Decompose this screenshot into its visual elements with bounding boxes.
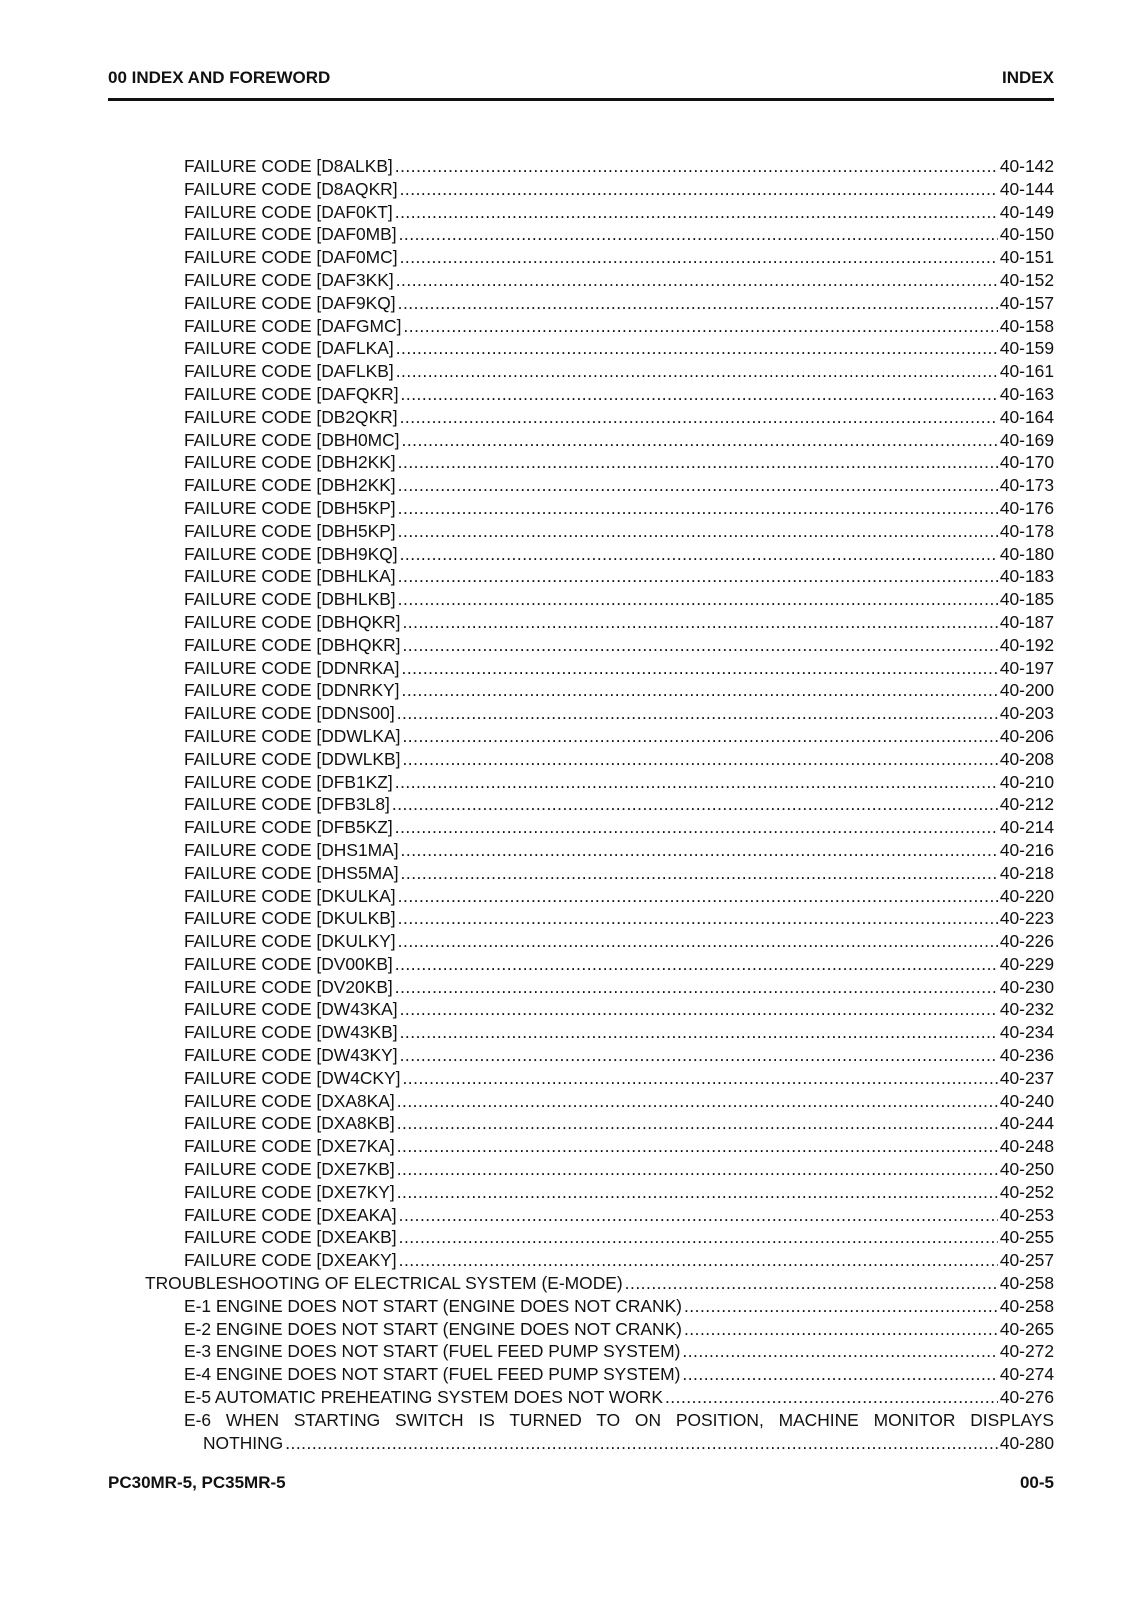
entry-title: FAILURE CODE [DXE7KA] (184, 1136, 395, 1157)
dot-leader (395, 201, 998, 224)
entry-title: FAILURE CODE [DAF0MC] (184, 247, 398, 268)
entry-page-number: 40-272 (999, 1341, 1054, 1362)
entry-title: FAILURE CODE [DBHQKR] (184, 611, 401, 632)
entry-title: FAILURE CODE [DV20KB] (184, 976, 393, 997)
entry-page-number: 40-197 (999, 657, 1054, 678)
entry-title: FAILURE CODE [DDNRKA] (184, 657, 400, 678)
dot-leader (684, 1318, 998, 1341)
dot-leader (398, 497, 998, 520)
index-entry[interactable] (108, 246, 1054, 269)
index-entry[interactable] (108, 451, 1054, 474)
index-entry[interactable] (108, 1432, 1054, 1455)
index-entry[interactable] (108, 611, 1054, 634)
entry-title: E-3 ENGINE DOES NOT START (FUEL FEED PUMP SYSTEM) (184, 1341, 681, 1362)
index-entry[interactable] (108, 771, 1054, 794)
entry-page-number: 40-169 (999, 429, 1054, 450)
entry-page-number: 40-265 (999, 1318, 1054, 1339)
dot-leader (400, 998, 998, 1021)
dot-leader (401, 383, 998, 406)
dot-leader (400, 1044, 998, 1067)
dot-leader (400, 543, 998, 566)
dot-leader (398, 588, 998, 611)
dot-leader (392, 793, 998, 816)
entry-title: FAILURE CODE [DW4CKY] (184, 1067, 401, 1088)
dot-leader (402, 429, 998, 452)
entry-title: FAILURE CODE [DXE7KY] (184, 1181, 395, 1202)
dot-leader (400, 246, 998, 269)
entry-page-number: 40-173 (999, 475, 1054, 496)
dot-leader (400, 1021, 998, 1044)
entry-page-number: 40-280 (999, 1432, 1054, 1453)
entry-page-number: 40-255 (999, 1227, 1054, 1248)
index-entry[interactable] (108, 337, 1054, 360)
entry-title: FAILURE CODE [DW43KY] (184, 1045, 398, 1066)
entry-page-number: 40-164 (999, 406, 1054, 427)
entry-title: FAILURE CODE [DB2QKR] (184, 406, 398, 427)
dot-leader (402, 634, 997, 657)
dot-leader (682, 1363, 997, 1386)
index-entry[interactable] (108, 360, 1054, 383)
index-entry[interactable] (108, 429, 1054, 452)
entry-page-number: 40-252 (999, 1181, 1054, 1202)
entry-title: FAILURE CODE [DAF3KK] (184, 269, 394, 290)
entry-page-number: 40-250 (999, 1159, 1054, 1180)
dot-leader (625, 1272, 998, 1295)
entry-page-number: 40-218 (999, 862, 1054, 883)
dot-leader (402, 657, 998, 680)
entry-page-number: 40-236 (999, 1045, 1054, 1066)
entry-title: E-5 AUTOMATIC PREHEATING SYSTEM DOES NOT WORK (184, 1387, 663, 1408)
dot-leader (665, 1386, 998, 1409)
entry-page-number: 40-244 (999, 1113, 1054, 1134)
index-entry[interactable] (108, 930, 1054, 953)
index-entry[interactable] (108, 269, 1054, 292)
entry-page-number: 40-230 (999, 976, 1054, 997)
entry-title: FAILURE CODE [DKULKY] (184, 931, 396, 952)
entry-page-number: 40-212 (999, 794, 1054, 815)
header-index-label: INDEX (1002, 68, 1054, 87)
dot-leader (398, 930, 998, 953)
entry-title: FAILURE CODE [DBHLKB] (184, 589, 396, 610)
index-entry[interactable] (108, 998, 1054, 1021)
dot-leader (397, 1112, 998, 1135)
entry-title: E-1 ENGINE DOES NOT START (ENGINE DOES NOT CRANK) (184, 1295, 682, 1316)
entry-page-number: 40-150 (999, 224, 1054, 245)
index-entry[interactable] (108, 1272, 1054, 1295)
dot-leader (395, 816, 998, 839)
index-entry-multiline[interactable] (108, 1409, 1054, 1432)
entry-title: FAILURE CODE [DBHLKA] (184, 566, 396, 587)
index-entry[interactable] (108, 565, 1054, 588)
index-entry[interactable] (108, 1295, 1054, 1318)
dot-leader (400, 406, 998, 429)
dot-leader (398, 885, 998, 908)
entry-title: FAILURE CODE [DAF9KQ] (184, 292, 396, 313)
entry-page-number: 40-257 (999, 1250, 1054, 1271)
dot-leader (402, 748, 997, 771)
entry-title: FAILURE CODE [DBH2KK] (184, 452, 396, 473)
index-entry[interactable] (108, 1363, 1054, 1386)
entry-title: E-4 ENGINE DOES NOT START (FUEL FEED PUMP SYSTEM) (184, 1364, 681, 1385)
index-entry[interactable] (108, 383, 1054, 406)
entry-title: TROUBLESHOOTING OF ELECTRICAL SYSTEM (E-MODE) (145, 1273, 623, 1294)
index-entry[interactable] (108, 1226, 1054, 1249)
index-entry[interactable] (108, 1386, 1054, 1409)
entry-page-number: 40-176 (999, 497, 1054, 518)
dot-leader (398, 451, 998, 474)
dot-leader (395, 771, 998, 794)
index-entry[interactable] (108, 1249, 1054, 1272)
entry-title: FAILURE CODE [DAF0MB] (184, 224, 397, 245)
entry-page-number: 40-208 (999, 748, 1054, 769)
entry-page-number: 40-192 (999, 634, 1054, 655)
index-entry[interactable] (108, 474, 1054, 497)
entry-page-number: 40-216 (999, 839, 1054, 860)
entry-page-number: 40-158 (999, 315, 1054, 336)
page-footer (108, 1473, 1054, 1493)
index-entry[interactable] (108, 976, 1054, 999)
index-entry[interactable] (108, 634, 1054, 657)
entry-title: FAILURE CODE [DXA8KB] (184, 1113, 395, 1134)
dot-leader (398, 474, 998, 497)
index-entry[interactable] (108, 497, 1054, 520)
entry-page-number: 40-151 (999, 247, 1054, 268)
dot-leader (402, 1067, 997, 1090)
index-entry[interactable] (108, 816, 1054, 839)
index-entry[interactable] (108, 1135, 1054, 1158)
index-entry[interactable] (108, 1112, 1054, 1135)
dot-leader (402, 611, 997, 634)
dot-leader (402, 679, 998, 702)
entry-title: FAILURE CODE [DFB1KZ] (184, 771, 393, 792)
dot-leader (397, 702, 998, 725)
entry-page-number: 40-237 (999, 1067, 1054, 1088)
index-entry[interactable] (108, 292, 1054, 315)
dot-leader (395, 953, 998, 976)
entry-page-number: 40-152 (999, 269, 1054, 290)
index-entry[interactable] (108, 315, 1054, 338)
entry-title: FAILURE CODE [DAFLKB] (184, 361, 394, 382)
entry-page-number: 40-214 (999, 817, 1054, 838)
entry-page-number: 40-229 (999, 953, 1054, 974)
dot-leader (397, 1090, 998, 1113)
dot-leader (396, 337, 998, 360)
dot-leader (398, 292, 998, 315)
dot-leader (402, 725, 997, 748)
index-entry[interactable] (108, 1067, 1054, 1090)
index-entry[interactable] (108, 588, 1054, 611)
index-entry[interactable] (108, 1204, 1054, 1227)
dot-leader (682, 1340, 997, 1363)
entry-title: FAILURE CODE [DW43KA] (184, 999, 398, 1020)
dot-leader (399, 1204, 998, 1227)
index-entry[interactable] (108, 201, 1054, 224)
entry-page-number: 40-253 (999, 1204, 1054, 1225)
entry-page-number: 40-220 (999, 885, 1054, 906)
index-entry[interactable] (108, 679, 1054, 702)
entry-title: FAILURE CODE [DAF0KT] (184, 201, 393, 222)
index-entry[interactable] (108, 543, 1054, 566)
dot-leader (398, 907, 998, 930)
dot-leader (395, 155, 998, 178)
index-entry[interactable] (108, 1340, 1054, 1363)
index-entry[interactable] (108, 725, 1054, 748)
entry-page-number: 40-232 (999, 999, 1054, 1020)
entry-page-number: 40-223 (999, 908, 1054, 929)
dot-leader (684, 1295, 998, 1318)
index-entry[interactable] (108, 657, 1054, 680)
index-list (108, 155, 1054, 1454)
entry-page-number: 40-276 (999, 1387, 1054, 1408)
index-entry[interactable] (108, 907, 1054, 930)
entry-title: FAILURE CODE [DFB5KZ] (184, 817, 393, 838)
entry-page-number: 40-258 (999, 1295, 1054, 1316)
entry-title: FAILURE CODE [DXEAKB] (184, 1227, 397, 1248)
entry-page-number: 40-185 (999, 589, 1054, 610)
entry-page-number: 40-183 (999, 566, 1054, 587)
entry-page-number: 40-240 (999, 1090, 1054, 1111)
entry-title: FAILURE CODE [DKULKA] (184, 885, 396, 906)
dot-leader (285, 1432, 998, 1455)
index-entry[interactable] (108, 1158, 1054, 1181)
index-entry[interactable] (108, 862, 1054, 885)
index-entry[interactable] (108, 520, 1054, 543)
entry-page-number: 40-248 (999, 1136, 1054, 1157)
dot-leader (396, 269, 998, 292)
index-entry[interactable] (108, 1181, 1054, 1204)
entry-page-number: 40-142 (999, 156, 1054, 176)
entry-title: FAILURE CODE [DDWLKA] (184, 725, 401, 746)
entry-title: FAILURE CODE [DHS5MA] (184, 862, 399, 883)
entry-page-number: 40-178 (999, 520, 1054, 541)
entry-page-number: 40-258 (999, 1273, 1054, 1294)
dot-leader (399, 1249, 998, 1272)
entry-title: FAILURE CODE [DBHQKR] (184, 634, 401, 655)
index-entry[interactable] (108, 793, 1054, 816)
index-entry[interactable] (108, 223, 1054, 246)
entry-page-number: 40-187 (999, 611, 1054, 632)
entry-page-number: 40-149 (999, 201, 1054, 222)
entry-title: FAILURE CODE [DAFQKR] (184, 383, 399, 404)
entry-title: FAILURE CODE [D8ALKB] (184, 156, 393, 176)
entry-title: FAILURE CODE [D8AQKR] (184, 178, 398, 199)
dot-leader (399, 1226, 998, 1249)
dot-leader (397, 1181, 998, 1204)
dot-leader (397, 1158, 998, 1181)
entry-page-number: 40-170 (999, 452, 1054, 473)
dot-leader (401, 839, 998, 862)
entry-title: FAILURE CODE [DHS1MA] (184, 839, 399, 860)
index-entry[interactable] (108, 155, 1054, 178)
entry-page-number: 40-161 (999, 361, 1054, 382)
entry-title: FAILURE CODE [DAFLKA] (184, 338, 394, 359)
entry-page-number: 40-200 (999, 680, 1054, 701)
entry-title: FAILURE CODE [DBH0MC] (184, 429, 400, 450)
entry-title: NOTHING (203, 1432, 284, 1453)
entry-page-number: 40-203 (999, 703, 1054, 724)
index-entry[interactable] (108, 178, 1054, 201)
dot-leader (397, 1135, 998, 1158)
entry-title: FAILURE CODE [DXA8KA] (184, 1090, 395, 1111)
entry-title: FAILURE CODE [DBH2KK] (184, 475, 396, 496)
entry-title: FAILURE CODE [DV00KB] (184, 953, 393, 974)
dot-leader (395, 976, 998, 999)
entry-page-number: 40-234 (999, 1022, 1054, 1043)
entry-title: FAILURE CODE [DAFGMC] (184, 315, 402, 336)
footer-page-number: 00-5 (1019, 1473, 1054, 1492)
index-entry[interactable] (108, 839, 1054, 862)
index-entry[interactable] (108, 1318, 1054, 1341)
entry-title: FAILURE CODE [DDNS00] (184, 703, 395, 724)
entry-page-number: 40-274 (999, 1364, 1054, 1385)
entry-title: FAILURE CODE [DKULKB] (184, 908, 396, 929)
entry-page-number: 40-210 (999, 771, 1054, 792)
entry-title: FAILURE CODE [DFB3L8] (184, 794, 390, 815)
dot-leader (398, 565, 998, 588)
entry-title: FAILURE CODE [DXEAKY] (184, 1250, 397, 1271)
dot-leader (400, 178, 998, 201)
index-entry[interactable] (108, 406, 1054, 429)
index-entry[interactable] (108, 1044, 1054, 1067)
entry-title: FAILURE CODE [DBH5KP] (184, 497, 396, 518)
entry-title: E-2 ENGINE DOES NOT START (ENGINE DOES NOT CRANK) (184, 1318, 682, 1339)
entry-title: FAILURE CODE [DDWLKB] (184, 748, 401, 769)
dot-leader (401, 862, 998, 885)
entry-page-number: 40-226 (999, 931, 1054, 952)
dot-leader (396, 360, 998, 383)
header-section-title: 00 INDEX AND FOREWORD (108, 68, 331, 87)
index-entry[interactable] (108, 702, 1054, 725)
page-header (108, 68, 1054, 101)
dot-leader (399, 223, 998, 246)
entry-title-line1: E-6 WHEN STARTING SWITCH IS TURNED TO ON POSITION, MACHINE MONITOR DISPLAYS (184, 1409, 1054, 1430)
entry-page-number: 40-157 (999, 292, 1054, 313)
index-entry[interactable] (108, 885, 1054, 908)
entry-page-number: 40-144 (999, 178, 1054, 199)
entry-page-number: 40-159 (999, 338, 1054, 359)
footer-model-name: PC30MR-5, PC35MR-5 (108, 1473, 286, 1492)
entry-title: FAILURE CODE [DBH5KP] (184, 520, 396, 541)
index-entry[interactable] (108, 1090, 1054, 1113)
entry-title: FAILURE CODE [DW43KB] (184, 1022, 398, 1043)
entry-title: FAILURE CODE [DXEAKA] (184, 1204, 397, 1225)
entry-title: FAILURE CODE [DBH9KQ] (184, 543, 398, 564)
entry-title: FAILURE CODE [DDNRKY] (184, 680, 400, 701)
index-entry[interactable] (108, 953, 1054, 976)
entry-page-number: 40-206 (999, 725, 1054, 746)
entry-page-number: 40-163 (999, 383, 1054, 404)
entry-page-number: 40-180 (999, 543, 1054, 564)
index-entry[interactable] (108, 748, 1054, 771)
dot-leader (398, 520, 998, 543)
index-entry[interactable] (108, 1021, 1054, 1044)
dot-leader (403, 315, 997, 338)
entry-title: FAILURE CODE [DXE7KB] (184, 1159, 395, 1180)
